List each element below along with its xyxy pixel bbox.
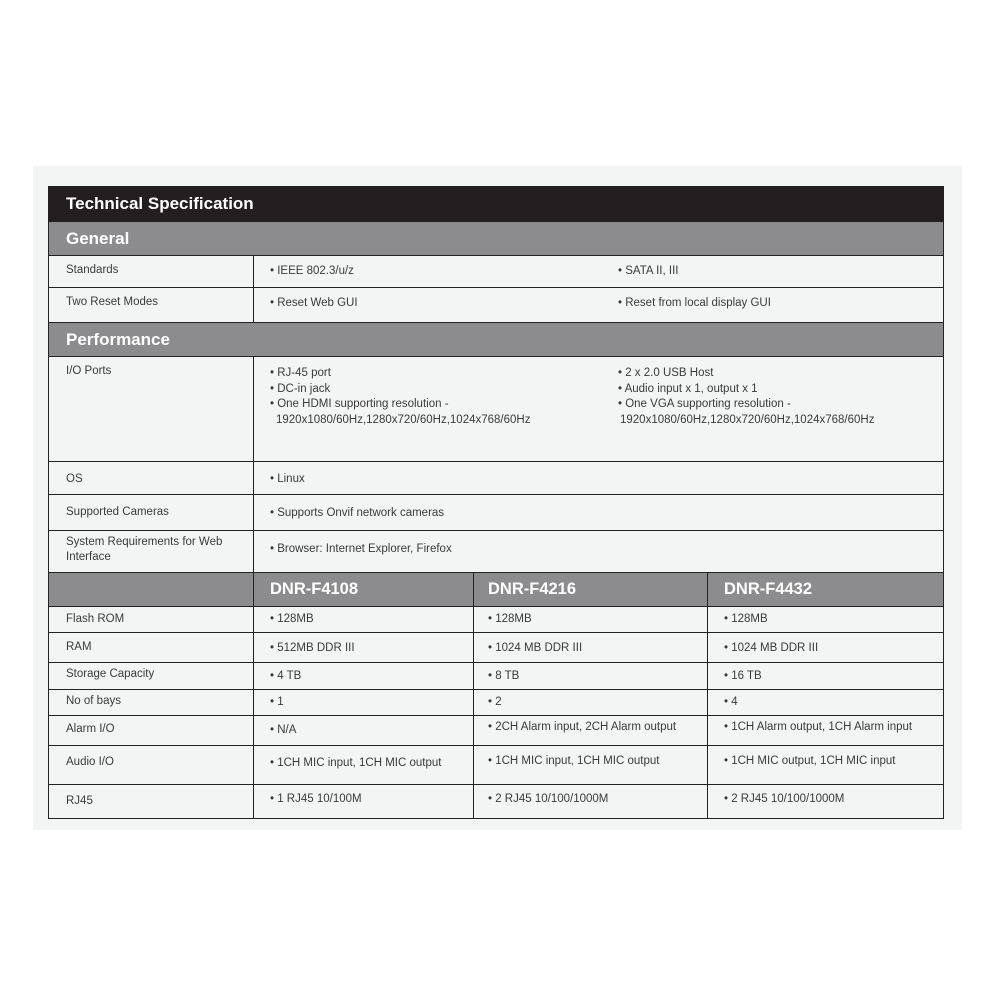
- model-header: DNR-F4432: [708, 573, 944, 607]
- io-line: • Audio input x 1, output x 1: [618, 382, 758, 395]
- cell-value: • 1: [254, 690, 474, 716]
- cell-value: • 128MB: [254, 607, 474, 633]
- section-title-performance: Performance: [49, 323, 944, 357]
- cell-value: • N/A: [254, 716, 474, 746]
- model-header: DNR-F4216: [474, 573, 708, 607]
- row-value: [254, 357, 944, 462]
- model-header-spacer: [49, 573, 254, 607]
- row-label: Alarm I/O: [49, 716, 254, 746]
- row-label: Audio I/O: [49, 746, 254, 785]
- table-row: [49, 256, 944, 288]
- cell-value: • 2CH Alarm input, 2CH Alarm output: [474, 716, 708, 746]
- cell-value: • 2 RJ45 10/100/1000M: [474, 785, 708, 819]
- cell-value: • 512MB DDR III: [254, 633, 474, 663]
- cell-value: • 4 TB: [254, 663, 474, 690]
- io-line: • One HDMI supporting resolution -: [270, 398, 449, 410]
- table-row: [49, 746, 944, 785]
- table-row: [49, 531, 944, 573]
- table-row: [49, 716, 944, 746]
- io-line: • RJ-45 port: [270, 367, 331, 379]
- section-title-general: General: [49, 222, 944, 256]
- cell-value: • 128MB: [474, 607, 708, 633]
- model-header-row: [49, 573, 944, 607]
- cell-value: • 1CH MIC output, 1CH MIC input: [708, 746, 944, 785]
- table-row: [49, 288, 944, 323]
- spec-table: [48, 186, 944, 819]
- table-row: [49, 633, 944, 663]
- row-label: Storage Capacity: [49, 663, 254, 690]
- value-right: [618, 366, 943, 428]
- cell-value: • 128MB: [708, 607, 944, 633]
- io-line: • One VGA supporting resolution -: [618, 398, 791, 410]
- cell-value: • 2 RJ45 10/100/1000M: [708, 785, 944, 819]
- cell-value: • 2: [474, 690, 708, 716]
- row-label: I/O Ports: [49, 357, 254, 462]
- row-value: [254, 256, 944, 288]
- row-value: [254, 288, 944, 323]
- cell-value: • 1CH MIC input, 1CH MIC output: [474, 746, 708, 785]
- row-label: RJ45: [49, 785, 254, 819]
- row-label: Supported Cameras: [49, 495, 254, 531]
- cell-value: • 1CH Alarm output, 1CH Alarm input: [708, 716, 944, 746]
- io-line: • DC-in jack: [270, 382, 331, 395]
- cell-value: • 1024 MB DDR III: [708, 633, 944, 663]
- value-left: • Reset Web GUI: [270, 297, 358, 309]
- row-label: OS: [49, 462, 254, 495]
- table-row: [49, 690, 944, 716]
- table-row: [49, 785, 944, 819]
- table-title: Technical Specification: [49, 187, 944, 222]
- title-row: [49, 187, 944, 222]
- row-label: Standards: [49, 256, 254, 288]
- cell-value: • 4: [708, 690, 944, 716]
- io-line: 1920x1080/60Hz,1280x720/60Hz,1024x768/60Hz: [276, 413, 531, 426]
- value-left: [270, 366, 618, 428]
- table-row: [49, 607, 944, 633]
- row-value: • Browser: Internet Explorer, Firefox: [254, 531, 944, 573]
- cell-value: • 1 RJ45 10/100M: [254, 785, 474, 819]
- row-label: No of bays: [49, 690, 254, 716]
- io-line: 1920x1080/60Hz,1280x720/60Hz,1024x768/60Hz: [620, 413, 875, 426]
- section-header-general: [49, 222, 944, 256]
- row-value: • Supports Onvif network cameras: [254, 495, 944, 531]
- cell-value: • 1024 MB DDR III: [474, 633, 708, 663]
- value-right: • SATA II, III: [618, 265, 679, 277]
- row-label: RAM: [49, 633, 254, 663]
- cell-value: • 16 TB: [708, 663, 944, 690]
- value-left: • IEEE 802.3/u/z: [270, 265, 354, 277]
- section-header-performance: [49, 323, 944, 357]
- value-right: • Reset from local display GUI: [618, 297, 771, 309]
- table-row: [49, 495, 944, 531]
- cell-value: • 1CH MIC input, 1CH MIC output: [254, 746, 474, 785]
- cell-value: • 8 TB: [474, 663, 708, 690]
- model-header: DNR-F4108: [254, 573, 474, 607]
- table-row: [49, 462, 944, 495]
- row-value: • Linux: [254, 462, 944, 495]
- row-label: Flash ROM: [49, 607, 254, 633]
- table-row: [49, 357, 944, 462]
- row-label: System Requirements for Web Interface: [49, 531, 254, 573]
- row-label: Two Reset Modes: [49, 288, 254, 323]
- io-line: • 2 x 2.0 USB Host: [618, 367, 714, 379]
- table-row: [49, 663, 944, 690]
